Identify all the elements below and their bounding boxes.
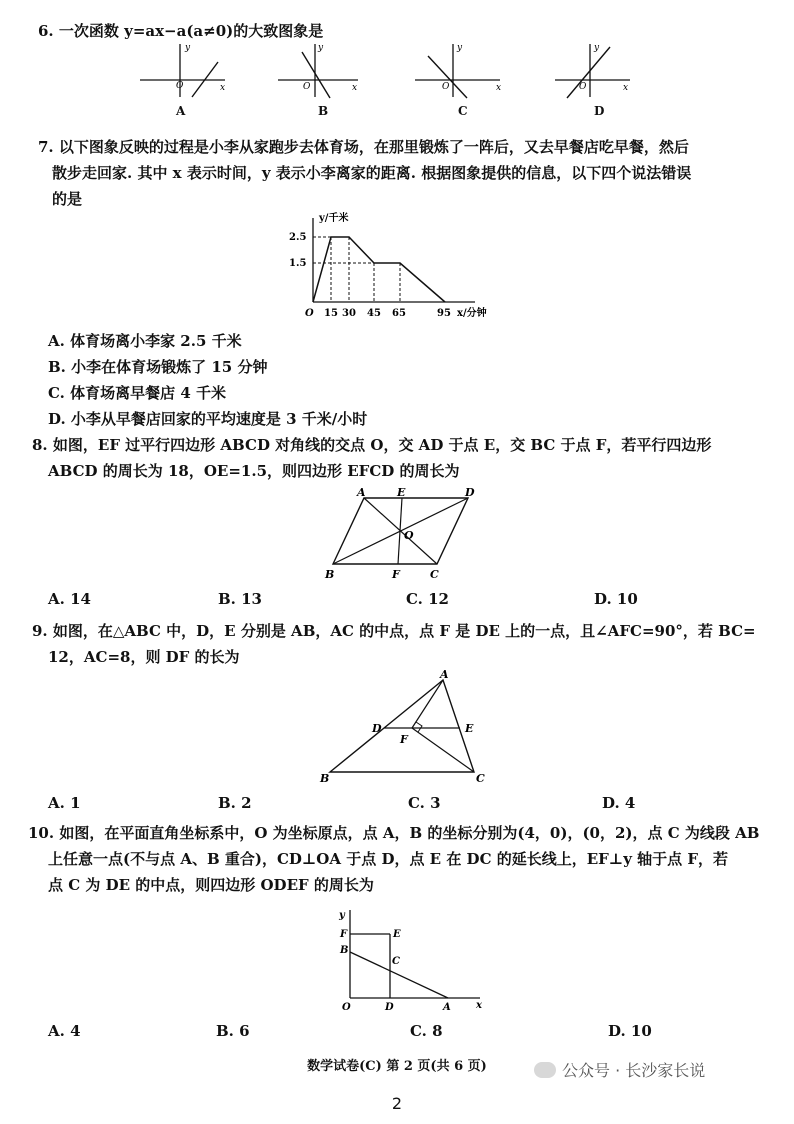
q6-graph-d xyxy=(555,43,630,98)
q8-point-a: A xyxy=(357,486,366,499)
q10-option-d: D. 10 xyxy=(608,1022,652,1040)
q6-b-origin: O xyxy=(303,82,311,92)
q10-option-c: C. 8 xyxy=(410,1022,443,1040)
q7-xtick-65: 65 xyxy=(392,308,406,319)
q8-point-d: D xyxy=(465,486,475,499)
q10-point-c: C xyxy=(392,956,400,967)
q6-label-d: D xyxy=(594,104,605,118)
q7-y-label: y/千米 xyxy=(319,213,349,224)
q8-point-b: B xyxy=(325,568,335,581)
q8-option-d: D. 10 xyxy=(594,590,638,608)
q6-a-x: x xyxy=(220,83,226,93)
q8-option-c: C. 12 xyxy=(406,590,449,608)
watermark-text: 公众号 · 长沙家长说 xyxy=(562,1061,706,1080)
q9-option-b: B. 2 xyxy=(218,794,252,812)
q9-point-d: D xyxy=(372,722,382,735)
page-footer: 数学试卷(C) 第 2 页(共 6 页) xyxy=(307,1059,487,1074)
q8-parallelogram-figure xyxy=(320,486,490,584)
q9-point-e: E xyxy=(465,722,474,735)
q10-axis-x: x xyxy=(476,1000,482,1011)
q7-option-d: D. 小李从早餐店回家的平均速度是 3 千米/小时 xyxy=(48,410,368,428)
q8-point-f: F xyxy=(392,568,400,581)
q10-point-o: O xyxy=(342,1002,351,1013)
q6-graphs xyxy=(130,42,630,102)
q6-label-b: B xyxy=(318,104,329,118)
q9-point-c: C xyxy=(476,772,485,785)
q10-point-e: E xyxy=(393,929,401,940)
q8-point-c: C xyxy=(430,568,439,581)
q7-stem-line1: 7. 以下图象反映的过程是小李从家跑步去体育场，在那里锻炼了一阵后，又去早餐店吃早餐，然后 xyxy=(38,138,689,156)
q10-coordinate-figure xyxy=(330,904,490,1016)
q9-stem-line1: 9. 如图，在△ABC 中，D，E 分别是 AB，AC 的中点，点 F 是 DE 上的一点，且∠AFC=90°，若 BC= xyxy=(32,622,756,640)
q9-point-f: F xyxy=(400,733,408,746)
q9-option-a: A. 1 xyxy=(48,794,81,812)
q6-d-origin: O xyxy=(579,82,587,92)
q10-option-b: B. 6 xyxy=(216,1022,250,1040)
q10-stem-line1: 10. 如图，在平面直角坐标系中，O 为坐标原点，点 A，B 的坐标分别为(4，0)，(0，2)，点 C 为线段 AB xyxy=(28,824,760,842)
q6-graph-c xyxy=(415,43,501,98)
q7-xtick-15: 15 xyxy=(324,308,338,319)
q9-point-b: B xyxy=(320,772,330,785)
q6-c-origin: O xyxy=(442,82,450,92)
q7-ytick-2.5: 2.5 xyxy=(289,232,307,243)
q7-xtick-95: 95 xyxy=(437,308,451,319)
q10-stem-line3: 点 C 为 DE 的中点，则四边形 ODEF 的周长为 xyxy=(48,876,374,894)
q6-a-y: y xyxy=(185,43,191,53)
q8-stem-line1: 8. 如图，EF 过平行四边形 ABCD 对角线的交点 O，交 AD 于点 E，交 BC 于点 F，若平行四边形 xyxy=(32,436,712,454)
q7-ytick-1.5: 1.5 xyxy=(289,258,307,269)
q6-d-x: x xyxy=(623,83,629,93)
q8-option-b: B. 13 xyxy=(218,590,262,608)
q10-stem-line2: 上任意一点(不与点 A、B 重合)，CD⊥OA 于点 D，点 E 在 DC 的延长线上，EF⊥y 轴于点 F，若 xyxy=(48,850,729,868)
q6-d-y: y xyxy=(594,43,600,53)
q7-option-a: A. 体育场离小李家 2.5 千米 xyxy=(48,332,242,350)
q8-stem-line2: ABCD 的周长为 18，OE=1.5，则四边形 EFCD 的周长为 xyxy=(48,462,460,480)
q7-option-b: B. 小李在体育场锻炼了 15 分钟 xyxy=(48,358,268,376)
q10-option-a: A. 4 xyxy=(48,1022,81,1040)
q7-stem-line3: 的是 xyxy=(52,190,83,208)
watermark xyxy=(534,1058,705,1081)
q7-x-label: x/分钟 xyxy=(457,308,487,319)
q7-xtick-45: 45 xyxy=(367,308,381,319)
q10-axis-y: y xyxy=(339,910,345,921)
q6-label-c: C xyxy=(458,104,468,118)
q8-point-e: E xyxy=(397,486,406,499)
q10-point-d: D xyxy=(385,1002,394,1013)
q6-c-x: x xyxy=(496,83,502,93)
q7-xtick-30: 30 xyxy=(342,308,356,319)
q7-stem-line2: 散步走回家. 其中 x 表示时间，y 表示小李离家的距离. 根据图象提供的信息，以下四个说法错误 xyxy=(52,164,692,182)
q6-b-x: x xyxy=(352,83,358,93)
q9-triangle-figure xyxy=(312,668,492,788)
wechat-icon xyxy=(534,1062,556,1078)
q6-graph-a xyxy=(140,43,225,97)
q8-option-a: A. 14 xyxy=(48,590,91,608)
q6-c-y: y xyxy=(457,43,463,53)
q10-point-a: A xyxy=(443,1002,451,1013)
q9-point-a: A xyxy=(440,668,449,681)
q9-stem-line2: 12，AC=8，则 DF 的长为 xyxy=(48,648,240,666)
q6-a-origin: O xyxy=(176,81,184,91)
q10-point-f: F xyxy=(340,929,348,940)
q9-option-d: D. 4 xyxy=(602,794,636,812)
q6-b-y: y xyxy=(318,43,324,53)
q7-option-c: C. 体育场离早餐店 4 千米 xyxy=(48,384,227,402)
q6-label-a: A xyxy=(176,104,186,118)
page-number: 2 xyxy=(391,1094,403,1113)
q8-point-o: O xyxy=(404,529,414,542)
q6-stem: 6. 一次函数 y=ax−a(a≠0)的大致图象是 xyxy=(38,22,324,40)
q6-graph-b xyxy=(278,43,358,98)
q10-point-b: B xyxy=(340,945,349,956)
q7-origin: O xyxy=(305,308,314,319)
q9-option-c: C. 3 xyxy=(408,794,441,812)
q7-distance-time-graph xyxy=(285,212,515,324)
